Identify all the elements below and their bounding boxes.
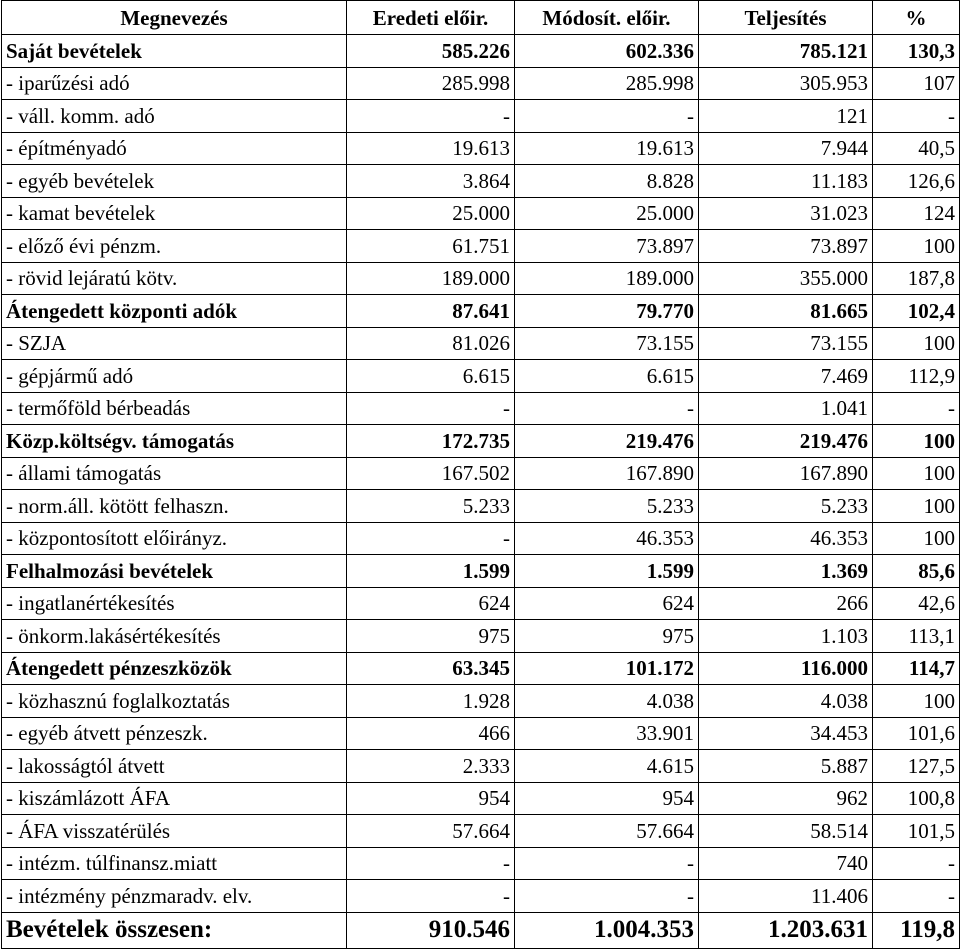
header-megnevezes: Megnevezés [2,1,347,35]
row-modosit: 1.599 [515,555,699,588]
row-teljesites: 740 [699,847,873,880]
row-modosit: 954 [515,782,699,815]
total-percent: 119,8 [873,912,960,948]
table-row [2,815,960,848]
row-percent: 127,5 [873,750,960,783]
table-row [2,35,960,68]
row-label: Közp.költségv. támogatás [2,425,347,458]
table-row [2,262,960,295]
row-modosit: 602.336 [515,35,699,68]
row-teljesites: 121 [699,100,873,133]
table-row [2,67,960,100]
row-teljesites: 1.103 [699,620,873,653]
row-modosit: 975 [515,620,699,653]
row-label: - intézmény pénzmaradv. elv. [2,880,347,913]
table-row [2,847,960,880]
row-label: - önkorm.lakásértékesítés [2,620,347,653]
table-row [2,197,960,230]
row-eredeti: 6.615 [347,360,515,393]
row-percent: 101,6 [873,717,960,750]
row-percent: - [873,100,960,133]
row-modosit: 57.664 [515,815,699,848]
revenue-table [1,0,960,949]
table-row [2,717,960,750]
row-modosit: 33.901 [515,717,699,750]
row-teljesites: 266 [699,587,873,620]
row-label: - ingatlanértékesítés [2,587,347,620]
header-modosit-eloir: Módosít. előir. [515,1,699,35]
header-row [2,1,960,35]
row-eredeti: 975 [347,620,515,653]
row-label: - építményadó [2,132,347,165]
row-teljesites: 31.023 [699,197,873,230]
row-teljesites: 785.121 [699,35,873,68]
total-modosit: 1.004.353 [515,912,699,948]
row-percent: 100 [873,457,960,490]
row-percent: 130,3 [873,35,960,68]
table-row [2,652,960,685]
row-percent: - [873,847,960,880]
row-modosit: 6.615 [515,360,699,393]
row-label: - lakosságtól átvett [2,750,347,783]
row-label: - ÁFA visszatérülés [2,815,347,848]
header-percent: % [873,1,960,35]
row-percent: 113,1 [873,620,960,653]
total-row [2,912,960,948]
row-eredeti: 285.998 [347,67,515,100]
row-modosit: 73.897 [515,230,699,263]
row-percent: - [873,392,960,425]
row-teljesites: 962 [699,782,873,815]
row-label: Saját bevételek [2,35,347,68]
row-label: - termőföld bérbeadás [2,392,347,425]
row-teljesites: 58.514 [699,815,873,848]
row-percent: 100 [873,230,960,263]
row-eredeti: 2.333 [347,750,515,783]
row-percent: 101,5 [873,815,960,848]
row-eredeti: 87.641 [347,295,515,328]
row-label: - intézm. túlfinansz.miatt [2,847,347,880]
row-eredeti: 189.000 [347,262,515,295]
row-percent: 100 [873,685,960,718]
row-label: - előző évi pénzm. [2,230,347,263]
row-teljesites: 305.953 [699,67,873,100]
row-label: - kamat bevételek [2,197,347,230]
row-label: Átengedett pénzeszközök [2,652,347,685]
total-eredeti: 910.546 [347,912,515,948]
row-percent: 187,8 [873,262,960,295]
table-row [2,132,960,165]
row-teljesites: 46.353 [699,522,873,555]
row-eredeti: 1.599 [347,555,515,588]
row-label: - norm.áll. kötött felhaszn. [2,490,347,523]
table-row [2,360,960,393]
row-percent: 42,6 [873,587,960,620]
row-eredeti: - [347,522,515,555]
row-eredeti: 57.664 [347,815,515,848]
table-row [2,100,960,133]
row-label: - állami támogatás [2,457,347,490]
row-modosit: 285.998 [515,67,699,100]
row-percent: 100 [873,490,960,523]
row-eredeti: - [347,880,515,913]
row-eredeti: 466 [347,717,515,750]
row-teljesites: 4.038 [699,685,873,718]
row-teljesites: 81.665 [699,295,873,328]
row-modosit: 624 [515,587,699,620]
row-eredeti: 585.226 [347,35,515,68]
row-percent: - [873,880,960,913]
row-percent: 107 [873,67,960,100]
row-eredeti: 954 [347,782,515,815]
row-modosit: 4.615 [515,750,699,783]
row-modosit: 79.770 [515,295,699,328]
row-label: Átengedett központi adók [2,295,347,328]
table-row [2,327,960,360]
row-modosit: 46.353 [515,522,699,555]
row-modosit: - [515,847,699,880]
table-row [2,620,960,653]
row-eredeti: 624 [347,587,515,620]
row-label: - kiszámlázott ÁFA [2,782,347,815]
row-modosit: 189.000 [515,262,699,295]
table-row [2,425,960,458]
row-teljesites: 73.897 [699,230,873,263]
row-modosit: - [515,100,699,133]
row-percent: 124 [873,197,960,230]
table-row [2,880,960,913]
row-teljesites: 5.233 [699,490,873,523]
row-label: - egyéb bevételek [2,165,347,198]
row-modosit: 101.172 [515,652,699,685]
table-row [2,295,960,328]
row-label: - rövid lejáratú kötv. [2,262,347,295]
row-teljesites: 1.041 [699,392,873,425]
row-eredeti: 167.502 [347,457,515,490]
row-teljesites: 34.453 [699,717,873,750]
table-row [2,490,960,523]
row-teljesites: 1.369 [699,555,873,588]
total-label: Bevételek összesen: [2,912,347,948]
header-teljesites: Teljesítés [699,1,873,35]
table-row [2,782,960,815]
row-percent: 40,5 [873,132,960,165]
row-label: Felhalmozási bevételek [2,555,347,588]
row-percent: 100 [873,327,960,360]
row-label: - központosított előirányz. [2,522,347,555]
row-teljesites: 355.000 [699,262,873,295]
row-teljesites: 7.469 [699,360,873,393]
row-percent: 100 [873,522,960,555]
row-eredeti: 61.751 [347,230,515,263]
table-row [2,392,960,425]
row-label: - gépjármű adó [2,360,347,393]
table-row [2,230,960,263]
row-eredeti: - [347,100,515,133]
row-modosit: 19.613 [515,132,699,165]
row-percent: 126,6 [873,165,960,198]
row-teljesites: 11.183 [699,165,873,198]
row-label: - SZJA [2,327,347,360]
row-label: - váll. komm. adó [2,100,347,133]
row-teljesites: 7.944 [699,132,873,165]
row-eredeti: 5.233 [347,490,515,523]
table-body [2,35,960,913]
table-row [2,457,960,490]
table-row [2,522,960,555]
row-eredeti: 172.735 [347,425,515,458]
row-modosit: 167.890 [515,457,699,490]
row-teljesites: 167.890 [699,457,873,490]
row-eredeti: 25.000 [347,197,515,230]
total-teljesites: 1.203.631 [699,912,873,948]
row-eredeti: - [347,392,515,425]
row-teljesites: 219.476 [699,425,873,458]
row-teljesites: 11.406 [699,880,873,913]
row-label: - közhasznú foglalkoztatás [2,685,347,718]
row-modosit: - [515,392,699,425]
row-modosit: 25.000 [515,197,699,230]
row-modosit: 4.038 [515,685,699,718]
row-modosit: 5.233 [515,490,699,523]
row-modosit: 219.476 [515,425,699,458]
row-eredeti: 19.613 [347,132,515,165]
row-eredeti: 81.026 [347,327,515,360]
row-teljesites: 116.000 [699,652,873,685]
table-row [2,555,960,588]
row-modosit: 8.828 [515,165,699,198]
table-row [2,165,960,198]
header-eredeti-eloir: Eredeti előir. [347,1,515,35]
row-modosit: 73.155 [515,327,699,360]
row-percent: 100 [873,425,960,458]
row-teljesites: 5.887 [699,750,873,783]
table-row [2,685,960,718]
row-eredeti: 3.864 [347,165,515,198]
row-label: - iparűzési adó [2,67,347,100]
table-row [2,750,960,783]
row-eredeti: 63.345 [347,652,515,685]
row-percent: 114,7 [873,652,960,685]
row-eredeti: - [347,847,515,880]
row-percent: 112,9 [873,360,960,393]
row-percent: 100,8 [873,782,960,815]
row-percent: 102,4 [873,295,960,328]
table-row [2,587,960,620]
row-label: - egyéb átvett pénzeszk. [2,717,347,750]
row-eredeti: 1.928 [347,685,515,718]
row-teljesites: 73.155 [699,327,873,360]
row-modosit: - [515,880,699,913]
row-percent: 85,6 [873,555,960,588]
